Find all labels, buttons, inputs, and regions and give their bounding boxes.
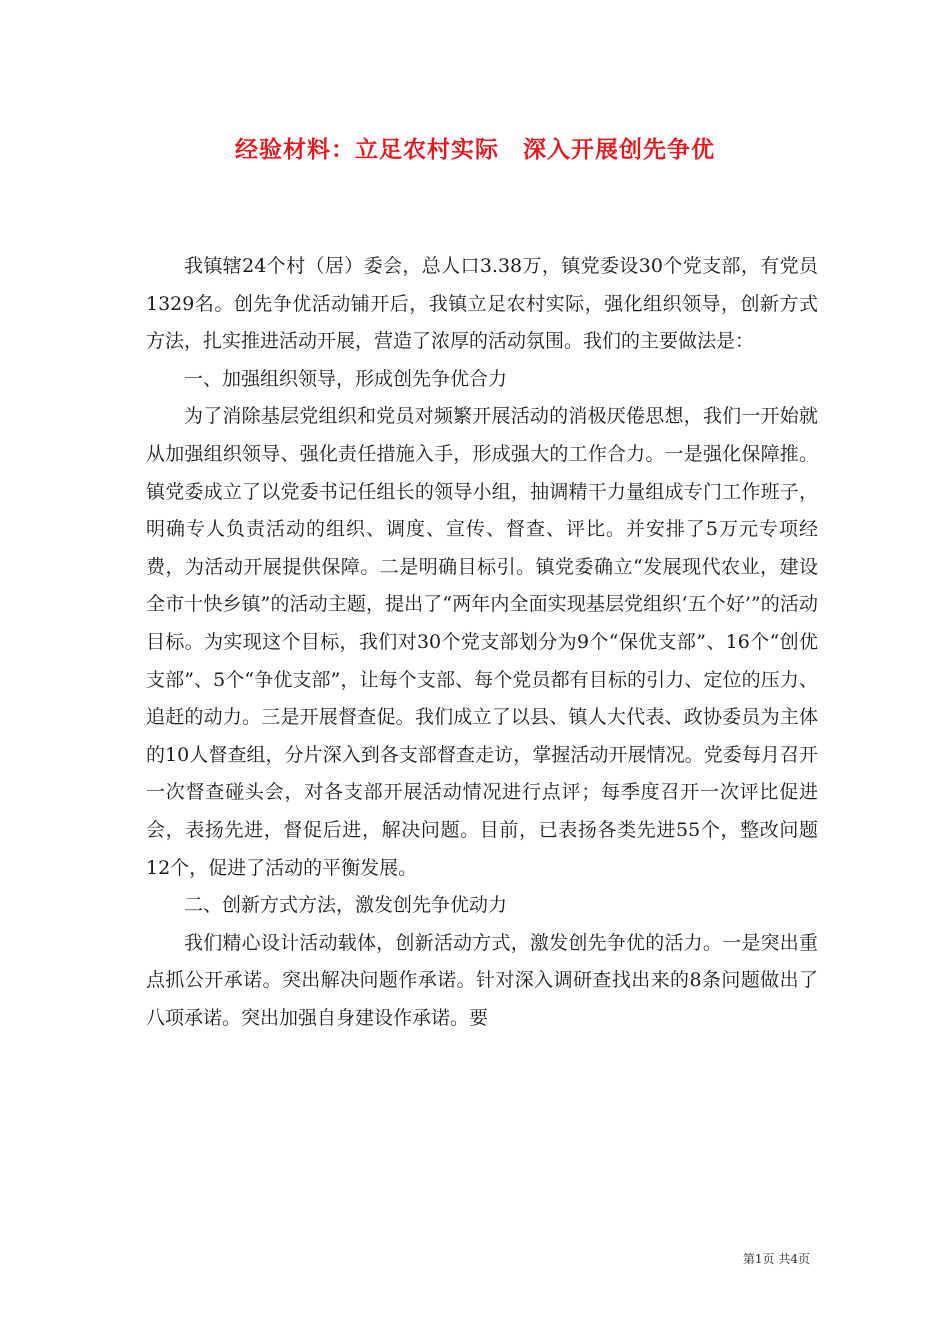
document-body: [146, 248, 818, 1037]
section-1-paragraph: 为了消除基层党组织和党员对频繁开展活动的消极厌倦思想，我们一开始就从加强组织领导、强化责任措施入手，形成强大的工作合力。一是强化保障推。镇党委成立了以党委书记任组长的领导小组，抽调精干力量组成专门工作班子，明确专人负责活动的组织、调度、宣传、督查、评比。并安排了5万元专项经费，为活动开展提供保障。二是明确目标引。镇党委确立“发展现代农业，建设全市十快乡镇”的活动主题，提出了“两年内全面实现基层党组织‘五个好’”的活动目标。为实现这个目标，我们对30个党支部划分为9个“保优支部”、16个“创优支部”、5个“争优支部”，让每个支部、每个党员都有目标的引力、定位的压力、追赶的动力。三是开展督查促。我们成立了以县、镇人大代表、政协委员为主体的10人督查组，分片深入到各支部督查走访，掌握活动开展情况。党委每月召开一次督查碰头会，对各支部开展活动情况进行点评；每季度召开一次评比促进会，表扬先进，督促后进，解决问题。目前，已表扬各类先进55个，整改问题12个，促进了活动的平衡发展。: [146, 405, 818, 879]
section-2-paragraph: 我们精心设计活动载体，创新活动方式，激发创先争优的活力。一是突出重点抓公开承诺。突出解决问题作承诺。针对深入调研查找出来的8条问题做出了八项承诺。突出加强自身建设作承诺。要: [146, 931, 818, 1029]
document-title: 经验材料：立足农村实际 深入开展创先争优: [235, 136, 715, 163]
page-number: 第1页 共4页: [742, 1252, 810, 1266]
section-heading-1: 一、加强组织领导，形成创先争优合力: [184, 367, 508, 390]
section-heading-2: 二、创新方式方法，激发创先争优动力: [184, 894, 508, 917]
intro-paragraph: 我镇辖24个村（居）委会，总人口3.38万，镇党委设30个党支部，有党员1329名。创先争优活动铺开后，我镇立足农村实际，强化组织领导，创新方式方法，扎实推进活动开展，营造了浓厚的活动氛围。我们的主要做法是：: [146, 255, 818, 353]
